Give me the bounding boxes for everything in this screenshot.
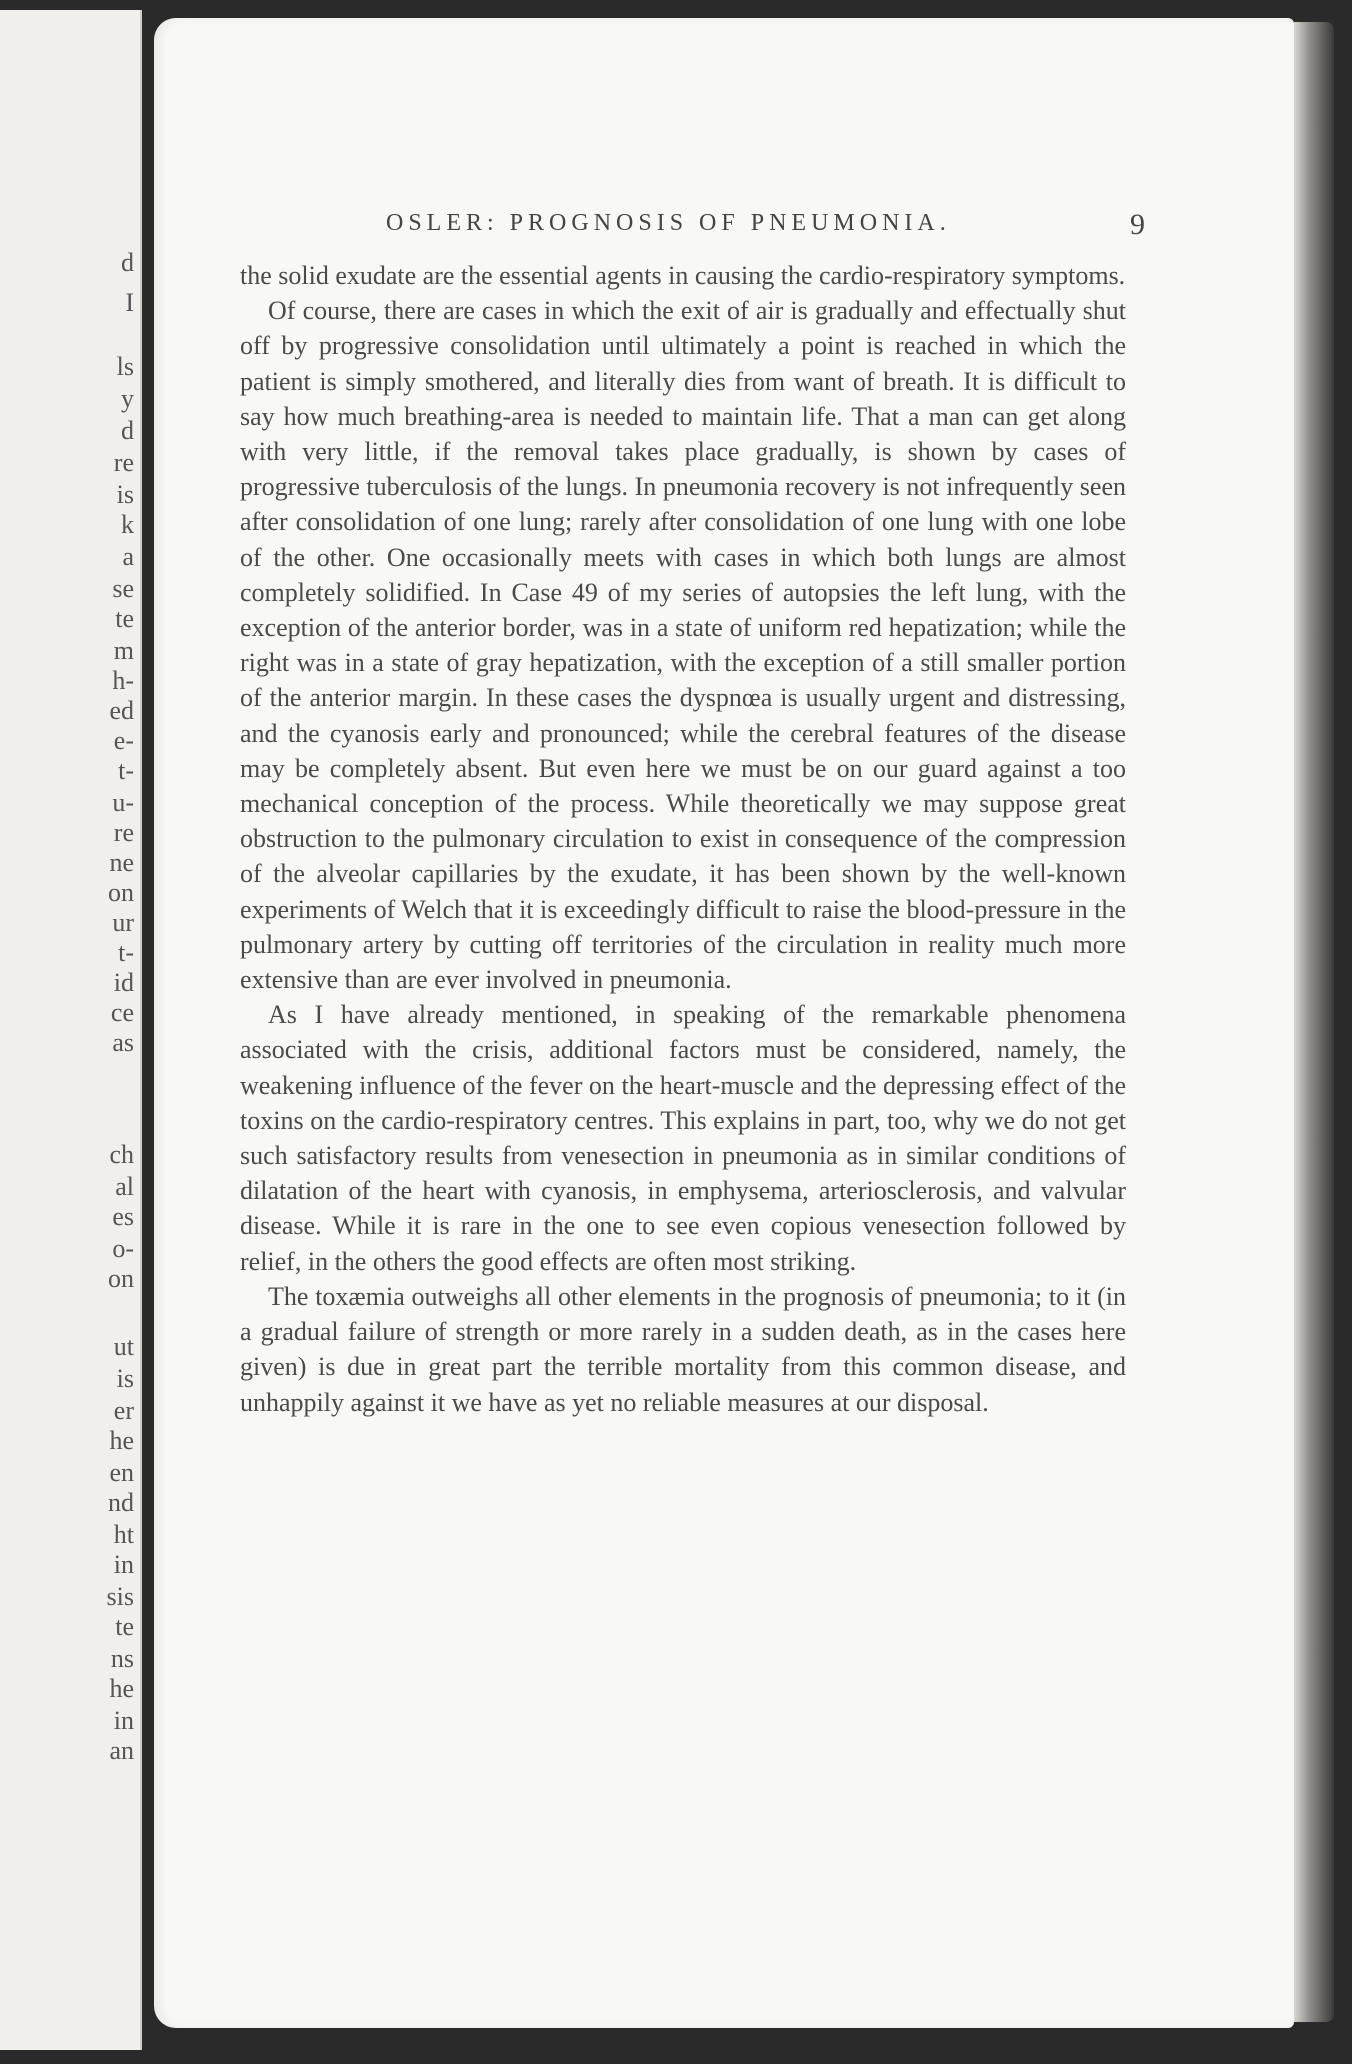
facing-page-fragment: te: [115, 1612, 134, 1641]
facing-page-fragment: en: [109, 1458, 134, 1487]
page-number: 9: [1130, 208, 1145, 241]
facing-page-fragment: ht: [113, 1520, 134, 1549]
facing-page-fragment: t-: [118, 756, 134, 785]
facing-page-fragment: k: [121, 510, 134, 539]
facing-page-fragment: re: [113, 818, 134, 847]
facing-page-fragment: ls: [116, 352, 134, 381]
paragraph: Of course, there are cases in which the exit of air is gradually and effectually shut off by progressive consolidation until ultimately a point is reached in which the patient is simply smothered, and literally dies from want of breath. It is difficult to say how much breathing-area is needed to maintain life. That a man can get along with very little, if the removal takes place gradually, is shown by cases of progressive tuberculosis of the lungs. In pneumonia recovery is not infrequently seen after consolidation of one lung; rarely after consolidation of one lung with one lobe of the other. One occasionally meets with cases in which both lungs are almost completely solidified. In Case 49 of my series of autopsies the left lung, with the exception of the anterior border, was in a state of uniform red hepatization; while the right was in a state of gray hepatization, with the exception of a still smaller portion of the anterior margin. In these cases the dyspnœa is usually urgent and distressing, and the cyanosis early and pronounced; while the cerebral features of the disease may be completely absent. But even here we must be on our guard against a too mechanical conception of the process. While theoretically we may suppose great obstruction to the pulmonary circulation to exist in consequence of the compression of the alveolar capillaries by the exudate, it has been shown by the well-known experiments of Welch that it is exceedingly difficult to raise the blood-pressure in the pulmonary artery by cutting off territories of the circulation in reality much more extensive than are ever involved in pneumonia.: [240, 296, 1126, 995]
body-text: [240, 258, 1126, 1420]
page-edge-shadow: [1294, 22, 1334, 2022]
paragraph: As I have already mentioned, in speaking of the remarkable phenomena associated with the crisis, additional factors must be considered, namely, the weakening influence of the fever on the heart-muscle and the depressing effect of the toxins on the cardio-respiratory centres. This explains in part, too, why we do not get such satisfactory results from venesection in pneumonia as in similar conditions of dilatation of the heart with cyanosis, in emphysema, arteriosclerosis, and valvular disease. While it is rare in the one to see even copious venesection followed by relief, in the others the good effects are often most striking.: [240, 1000, 1126, 1276]
paragraph: The toxæmia outweighs all other elements in the prognosis of pneumonia; to it (in a gradual failure of strength or more rarely in a sudden death, as in the cases here given) is due in great part the terrible mortality from this common disease, and unhappily against it we have as yet no reliable measures at our disposal.: [240, 1281, 1126, 1417]
facing-page-fragment: is: [116, 1364, 134, 1393]
facing-page-fragment: ed: [109, 696, 134, 725]
facing-page-fragment: er: [113, 1396, 134, 1425]
facing-page-fragment: ut: [113, 1332, 134, 1361]
facing-page-fragment: ne: [109, 848, 134, 877]
facing-page-fragment: d: [121, 416, 134, 445]
facing-page-fragment: ur: [112, 908, 134, 937]
facing-page-fragment: on: [108, 1264, 134, 1293]
facing-page-fragment: es: [112, 1202, 134, 1231]
facing-page-fragment: u-: [112, 788, 134, 817]
facing-page-fragment: al: [115, 1172, 134, 1201]
facing-page-fragment: d: [121, 248, 134, 277]
facing-page-fragment: in: [113, 1550, 134, 1579]
facing-page-fragment: id: [113, 968, 134, 997]
facing-page-fragment: o-: [112, 1234, 134, 1263]
facing-page-fragment: an: [109, 1736, 134, 1765]
facing-page-fragment: he: [109, 1674, 134, 1703]
facing-page-fragment: h-: [112, 666, 134, 695]
facing-page-fragment: re: [113, 448, 134, 477]
facing-page-fragment: t-: [118, 938, 134, 967]
facing-page-fragment: se: [112, 574, 134, 603]
facing-page-fragment: ce: [110, 998, 134, 1027]
facing-page-fragment: sis: [106, 1582, 134, 1611]
facing-page-fragment: y: [121, 384, 134, 413]
running-head: OSLER: PROGNOSIS OF PNEUMONIA.: [386, 210, 951, 236]
facing-page-fragment: m: [113, 636, 134, 665]
facing-page-fragment: as: [112, 1028, 134, 1057]
facing-page-fragment: in: [113, 1706, 134, 1735]
facing-page-fragment: te: [115, 604, 134, 633]
facing-page-fragment: e-: [113, 726, 134, 755]
facing-page-fragment: ch: [109, 1140, 134, 1169]
paragraph: the solid exudate are the essential agents in causing the cardio-respiratory symptoms.: [240, 261, 1126, 290]
facing-page-fragment: a: [122, 542, 134, 571]
facing-page-fragment: I: [125, 288, 134, 317]
facing-page-fragment: is: [116, 480, 134, 509]
facing-page-fragment: ns: [110, 1644, 134, 1673]
facing-page-fragment: nd: [108, 1488, 134, 1517]
facing-page-edge: [0, 10, 142, 2050]
facing-page-fragment: he: [109, 1426, 134, 1455]
facing-page-fragment: on: [108, 878, 134, 907]
